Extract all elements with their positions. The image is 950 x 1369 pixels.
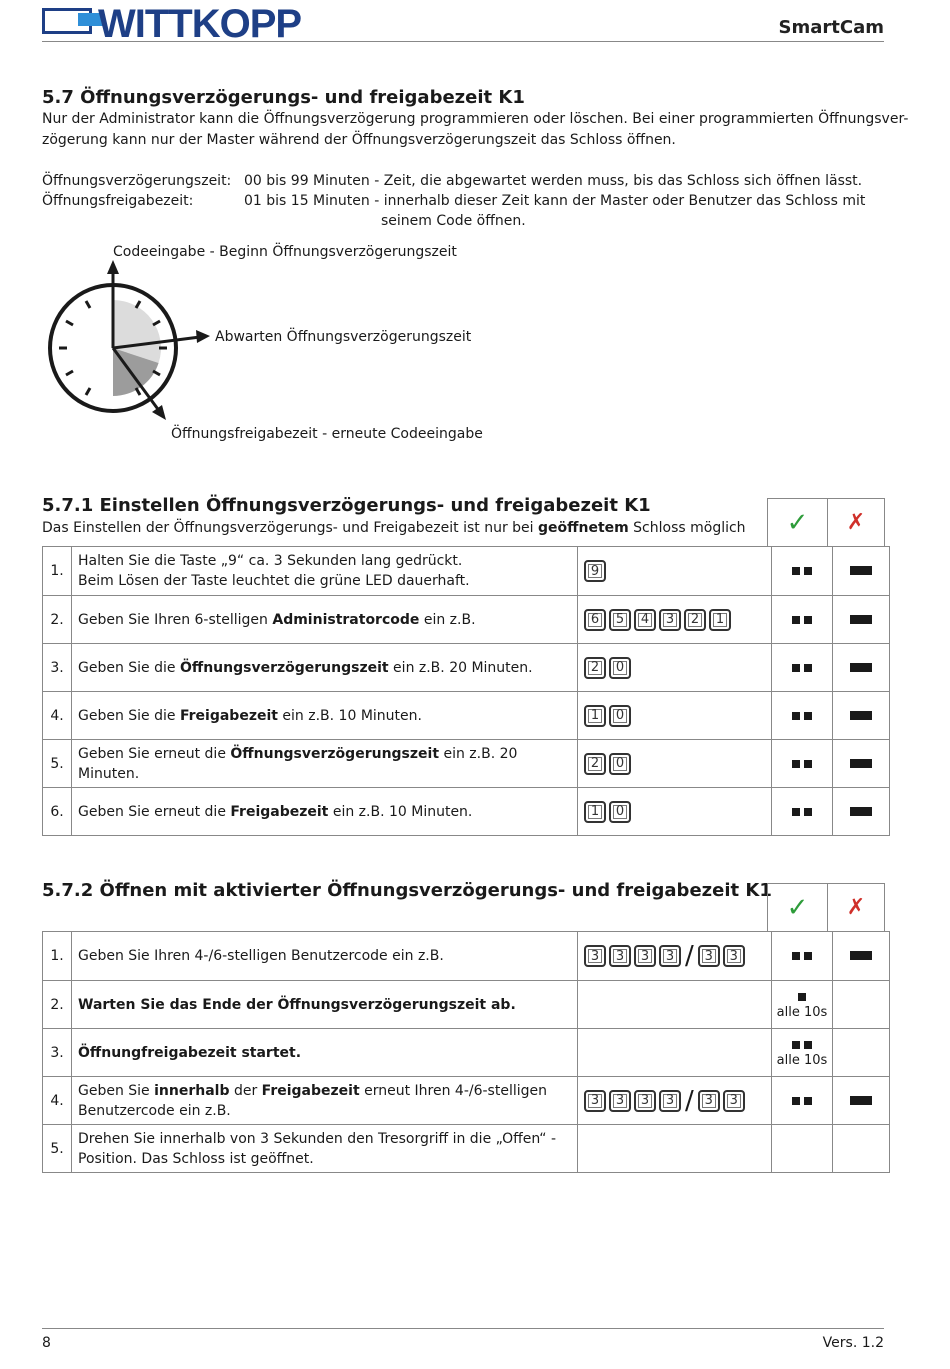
step-number: 3. [43, 1029, 72, 1077]
key-icon: 3 [698, 945, 720, 967]
step-number: 2. [43, 981, 72, 1029]
buzzer-signal [833, 547, 890, 596]
section-title-5-7: 5.7 Öffnungsverzögerungs- und freigabezeit K1 [42, 87, 525, 108]
step-text: Öffnungfreigabezeit startet. [72, 1029, 578, 1077]
step-number: 3. [43, 644, 72, 692]
buzzer-signal [833, 1125, 890, 1173]
definition-term-delay: Öffnungsverzögerungszeit: [42, 173, 232, 189]
checkmark-icon: ✓ [786, 892, 809, 923]
key-icon: 1 [584, 705, 606, 727]
key-icon: 3 [659, 1090, 681, 1112]
step-number: 1. [43, 932, 72, 981]
led-signal: alle 10s [772, 1029, 833, 1077]
table-row [43, 740, 890, 788]
definition-term-release: Öffnungsfreigabezeit: [42, 193, 194, 209]
table-row [43, 644, 890, 692]
led-signal: alle 10s [772, 981, 833, 1029]
step-text: Geben Sie erneut die Öffnungsverzögerungszeit ein z.B. 20 Minuten. [72, 740, 578, 788]
table-row [43, 788, 890, 836]
cross-icon: ✗ [846, 510, 866, 535]
table-row [43, 981, 890, 1029]
step-text: Geben Sie innerhalb der Freigabezeit erneut Ihren 4-/6-stelligen Benutzercode ein z.B. [72, 1077, 578, 1125]
separator: / [685, 1085, 694, 1116]
key-sequence [578, 547, 772, 596]
definition-desc-release-1: 01 bis 15 Minuten - innerhalb dieser Zeit kann der Master oder Benutzer das Schloss mit [244, 193, 866, 209]
key-sequence [578, 1077, 772, 1125]
key-icon: 3 [634, 1090, 656, 1112]
key-icon: 2 [584, 753, 606, 775]
step-number: 6. [43, 788, 72, 836]
buzzer-signal [833, 1029, 890, 1077]
success-header [767, 498, 828, 547]
brand-name: WITTKOPP [98, 2, 302, 46]
step-text: Geben Sie erneut die Freigabezeit ein z.B. 10 Minuten. [72, 788, 578, 836]
table-row [43, 692, 890, 740]
key-icon: 0 [609, 753, 631, 775]
step-text: Geben Sie die Freigabezeit ein z.B. 10 Minuten. [72, 692, 578, 740]
steps-table-5-7-1 [42, 546, 890, 836]
led-signal [772, 547, 833, 596]
key-sequence [578, 1125, 772, 1173]
key-icon: 4 [634, 609, 656, 631]
failure-header [827, 883, 885, 932]
buzzer-signal [833, 692, 890, 740]
definition-desc-release-2: seinem Code öffnen. [381, 213, 526, 229]
buzzer-signal [833, 932, 890, 981]
key-sequence [578, 596, 772, 644]
footer-rule [42, 1328, 884, 1329]
key-sequence [578, 932, 772, 981]
clock-label-wait: Abwarten Öffnungsverzögerungszeit [215, 329, 472, 345]
section-subtitle-5-7-1: Das Einstellen der Öffnungsverzögerungs- und Freigabezeit ist nur bei geöffnetem Schloss möglich [42, 520, 746, 536]
step-text: Warten Sie das Ende der Öffnungsverzögerungszeit ab. [72, 981, 578, 1029]
step-text: Halten Sie die Taste „9“ ca. 3 Sekunden lang gedrückt. Beim Lösen der Taste leuchtet die grüne LED dauerhaft. [72, 547, 578, 596]
table-row [43, 1125, 890, 1173]
step-number: 5. [43, 740, 72, 788]
checkmark-icon: ✓ [786, 507, 809, 538]
clock-diagram [40, 250, 240, 430]
key-sequence [578, 1029, 772, 1077]
led-signal [772, 788, 833, 836]
table-row [43, 1029, 890, 1077]
key-icon: 2 [684, 609, 706, 631]
intro-line-1: Nur der Administrator kann die Öffnungsverzögerung programmieren oder löschen. Bei einer programmierten Öffnungsver- [42, 111, 909, 127]
key-icon: 3 [659, 609, 681, 631]
led-signal [772, 1125, 833, 1173]
led-signal [772, 932, 833, 981]
buzzer-signal [833, 596, 890, 644]
step-number: 4. [43, 692, 72, 740]
key-icon: 2 [584, 657, 606, 679]
step-text: Drehen Sie innerhalb von 3 Sekunden den Tresorgriff in die „Offen“ - Position. Das Schloss ist geöffnet. [72, 1125, 578, 1173]
key-sequence [578, 981, 772, 1029]
key-icon: 9 [584, 560, 606, 582]
key-icon: 3 [723, 945, 745, 967]
buzzer-signal [833, 788, 890, 836]
table-row [43, 596, 890, 644]
key-icon: 3 [723, 1090, 745, 1112]
version-label: Vers. 1.2 [822, 1335, 884, 1351]
key-icon: 3 [584, 945, 606, 967]
key-icon: 0 [609, 705, 631, 727]
step-number: 1. [43, 547, 72, 596]
table-row [43, 932, 890, 981]
key-icon: 3 [609, 945, 631, 967]
step-text: Geben Sie die Öffnungsverzögerungszeit ein z.B. 20 Minuten. [72, 644, 578, 692]
clock-label-release: Öffnungsfreigabezeit - erneute Codeeingabe [171, 426, 483, 442]
key-icon: 3 [659, 945, 681, 967]
key-icon: 3 [634, 945, 656, 967]
key-sequence [578, 692, 772, 740]
intro-line-2: zögerung kann nur der Master während der Öffnungsverzögerungszeit das Schloss öffnen. [42, 132, 676, 148]
buzzer-signal [833, 644, 890, 692]
key-sequence [578, 644, 772, 692]
key-sequence [578, 740, 772, 788]
failure-header [827, 498, 885, 547]
section-title-5-7-1: 5.7.1 Einstellen Öffnungsverzögerungs- und freigabezeit K1 [42, 495, 651, 516]
steps-table-5-7-2 [42, 931, 890, 1173]
key-icon: 5 [609, 609, 631, 631]
arrow-right-icon [196, 330, 210, 343]
led-signal [772, 692, 833, 740]
success-header [767, 883, 828, 932]
key-icon: 3 [698, 1090, 720, 1112]
led-signal [772, 1077, 833, 1125]
arrow-down-right-icon [152, 405, 166, 420]
key-icon: 6 [584, 609, 606, 631]
step-text: Geben Sie Ihren 4-/6-stelligen Benutzercode ein z.B. [72, 932, 578, 981]
separator: / [685, 941, 694, 971]
buzzer-signal [833, 740, 890, 788]
cross-icon: ✗ [846, 895, 866, 920]
section-title-5-7-2: 5.7.2 Öffnen mit aktivierter Öffnungsverzögerungs- und freigabezeit K1 [42, 880, 772, 901]
buzzer-signal [833, 1077, 890, 1125]
key-icon: 3 [584, 1090, 606, 1112]
led-signal [772, 596, 833, 644]
step-number: 5. [43, 1125, 72, 1173]
clock-label-start: Codeeingabe - Beginn Öffnungsverzögerungszeit [113, 244, 457, 260]
step-number: 4. [43, 1077, 72, 1125]
header-rule [42, 41, 884, 42]
key-icon: 1 [709, 609, 731, 631]
key-icon: 3 [609, 1090, 631, 1112]
key-icon: 1 [584, 801, 606, 823]
table-row [43, 1077, 890, 1125]
arrow-up-icon [107, 260, 119, 274]
key-icon: 0 [609, 801, 631, 823]
led-signal [772, 740, 833, 788]
key-icon: 0 [609, 657, 631, 679]
product-name: SmartCam [778, 17, 884, 38]
step-text: Geben Sie Ihren 6-stelligen Administratorcode ein z.B. [72, 596, 578, 644]
definition-desc-delay: 00 bis 99 Minuten - Zeit, die abgewartet werden muss, bis das Schloss sich öffnen lässt. [244, 173, 863, 189]
page-number: 8 [42, 1335, 51, 1351]
buzzer-signal [833, 981, 890, 1029]
led-signal [772, 644, 833, 692]
key-sequence [578, 788, 772, 836]
table-row [43, 547, 890, 596]
step-number: 2. [43, 596, 72, 644]
